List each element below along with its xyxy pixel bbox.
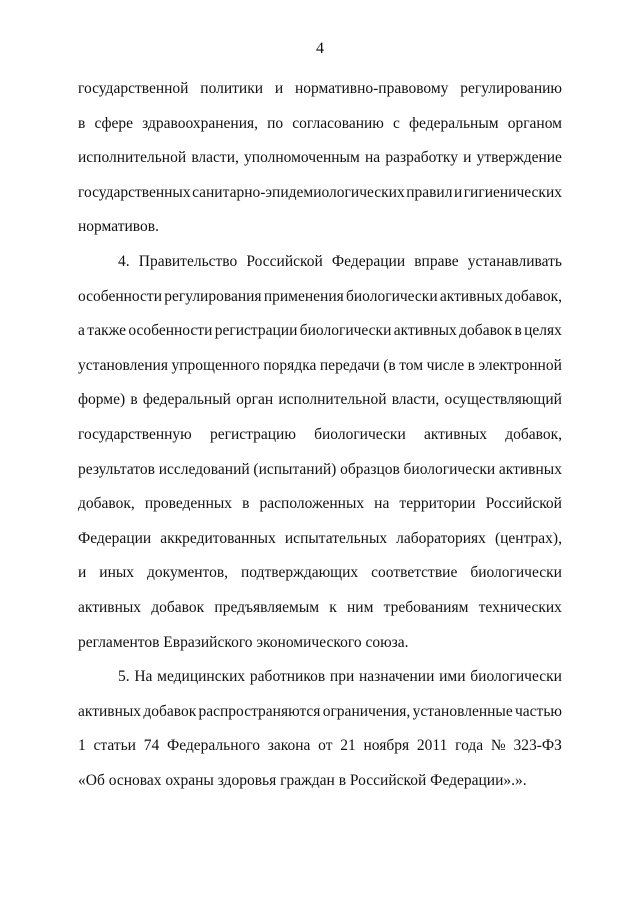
word: года (455, 737, 484, 755)
paragraph-line (78, 660, 562, 695)
word: от (318, 737, 333, 755)
word: а (78, 322, 85, 340)
word: установленные (412, 702, 513, 720)
word: ним (347, 598, 374, 616)
word: здравоохранения, (142, 114, 259, 132)
word: правил (406, 183, 453, 201)
word: работников (249, 668, 326, 686)
word: добавок (151, 598, 205, 616)
word: активных (78, 702, 142, 720)
word: на (364, 149, 381, 167)
word: ограничения, (322, 702, 411, 720)
word: том (399, 356, 424, 374)
word: № (490, 737, 506, 755)
word: назначении (358, 668, 435, 686)
word: добавок, (505, 287, 562, 305)
page-number: 4 (316, 40, 324, 57)
word: государственную (78, 425, 192, 443)
word: 74 (143, 737, 160, 755)
word: в (78, 114, 86, 132)
word: иных (99, 564, 135, 582)
word: Федерации (331, 252, 406, 270)
word: и (78, 564, 87, 582)
word: с (393, 114, 400, 132)
word: согласованию (292, 114, 384, 132)
word: вправе (414, 252, 459, 270)
word: распространяются (198, 702, 321, 720)
word: частью (514, 702, 562, 720)
word: подтверждающих (241, 564, 359, 582)
paragraph-line (78, 453, 562, 488)
word: органом (507, 114, 562, 132)
paragraph-line (78, 383, 562, 418)
paragraph-line (78, 729, 562, 764)
word: образцов (340, 460, 400, 478)
paragraph-line: нормативов. (78, 218, 159, 236)
word: порядка (263, 356, 317, 374)
word: ими (439, 668, 466, 686)
word: Федерального (166, 737, 260, 755)
paragraph-line (78, 314, 562, 349)
word: и (274, 80, 284, 97)
word: требованиям (383, 598, 469, 616)
word: биологически (403, 460, 496, 478)
word: в (467, 356, 475, 374)
word: сфере (94, 114, 134, 132)
word: осуществляющий (444, 391, 562, 409)
word: орган (236, 391, 274, 409)
word: испытательных (284, 529, 388, 547)
word: особенности (78, 287, 163, 305)
word: активных (78, 598, 142, 616)
paragraph-line (78, 280, 562, 315)
paragraph-line: «Об основах охраны здоровья граждан в Российской Федерации».». (78, 771, 527, 789)
word: добавок (143, 702, 197, 720)
word: 1 (78, 737, 86, 755)
word: Российской (246, 252, 323, 270)
word: в (242, 495, 250, 513)
paragraph-line (78, 141, 562, 176)
paragraph-line (78, 176, 562, 211)
paragraph-line (78, 556, 562, 591)
word: особенности (128, 322, 213, 340)
word: числе (426, 356, 465, 374)
paragraph-line (78, 591, 562, 626)
word: предъявляемым (214, 598, 320, 616)
word: 4. (118, 252, 130, 270)
word: активных (439, 287, 503, 305)
paragraph-line (78, 349, 562, 384)
word: и (463, 149, 472, 167)
word: биологически (470, 564, 562, 582)
word: передачи (319, 356, 380, 374)
word: по (267, 114, 284, 132)
word: 5. (118, 668, 130, 686)
word: политики (200, 80, 264, 97)
word: активных (393, 322, 457, 340)
word: документов, (147, 564, 229, 582)
word: применения (263, 287, 344, 305)
word: федеральный (142, 391, 231, 409)
word: установления (78, 356, 168, 374)
paragraph-line (78, 695, 562, 730)
word: федеральным (409, 114, 499, 132)
word: власти, (191, 149, 239, 167)
word: (испытаний) (253, 460, 337, 478)
word: биологически (314, 425, 406, 443)
word: электронной (478, 356, 562, 374)
paragraph-line (78, 418, 562, 453)
word: проведенных (144, 495, 233, 513)
word: на (374, 495, 390, 513)
word: аккредитованных (160, 529, 276, 547)
word: целях (524, 322, 562, 340)
word: государственных (78, 183, 191, 201)
word: и (453, 183, 463, 201)
word: биологически (299, 322, 392, 340)
word: регулированию (460, 80, 562, 97)
word: активных (423, 425, 488, 443)
word: 323-ФЗ (513, 737, 562, 755)
word: регистрации (214, 322, 298, 340)
paragraph-line (78, 72, 562, 107)
word: 2011 (416, 737, 448, 755)
word: утверждение (476, 149, 562, 167)
word: территории (399, 495, 476, 513)
word: государственной (78, 80, 189, 97)
word: биологически (346, 287, 438, 305)
paragraph-line (78, 522, 562, 557)
word: санитарно-эпидемиологических (192, 183, 405, 201)
word: регистрацию (209, 425, 296, 443)
word: добавок, (505, 425, 562, 443)
word: Правительство (138, 252, 238, 270)
word: власти, (391, 391, 440, 409)
word: при (329, 668, 355, 686)
word: уполномоченным (244, 149, 360, 167)
word: закона (267, 737, 311, 755)
word: расположенных (259, 495, 365, 513)
word: медицинских (157, 668, 246, 686)
word: исполнительной (278, 391, 387, 409)
word: добавок, (78, 495, 135, 513)
word: биологически (470, 668, 562, 686)
word: технических (478, 598, 562, 616)
word: в (130, 391, 138, 409)
word: лабораториях (396, 529, 486, 547)
word: добавок (459, 322, 513, 340)
word: также (87, 322, 127, 340)
body-text (78, 72, 562, 798)
word: упрощенного (171, 356, 260, 374)
word: исследований (158, 460, 250, 478)
word: к (329, 598, 337, 616)
word: На (134, 668, 153, 686)
paragraph-line: регламентов Евразийского экономического союза. (78, 633, 409, 651)
word: 21 (340, 737, 356, 755)
word: активных (498, 460, 562, 478)
paragraph-line (78, 487, 562, 522)
word: (в (383, 356, 396, 374)
word: нормативно-правовому (294, 80, 449, 97)
word: (центрах), (494, 529, 562, 547)
paragraph-line (78, 245, 562, 280)
word: соответствие (371, 564, 458, 582)
word: форме) (78, 391, 126, 409)
word: устанавливать (467, 252, 562, 270)
word: разработку (385, 149, 458, 167)
word: ноября (363, 737, 410, 755)
word: в (514, 322, 522, 340)
word: статьи (93, 737, 136, 755)
word: Российской (485, 495, 562, 513)
word: результатов (78, 460, 155, 478)
word: гигиенических (463, 183, 562, 201)
word: исполнительной (78, 149, 187, 167)
paragraph-line (78, 107, 562, 142)
word: регулирования (164, 287, 262, 305)
word: Федерации (78, 529, 152, 547)
